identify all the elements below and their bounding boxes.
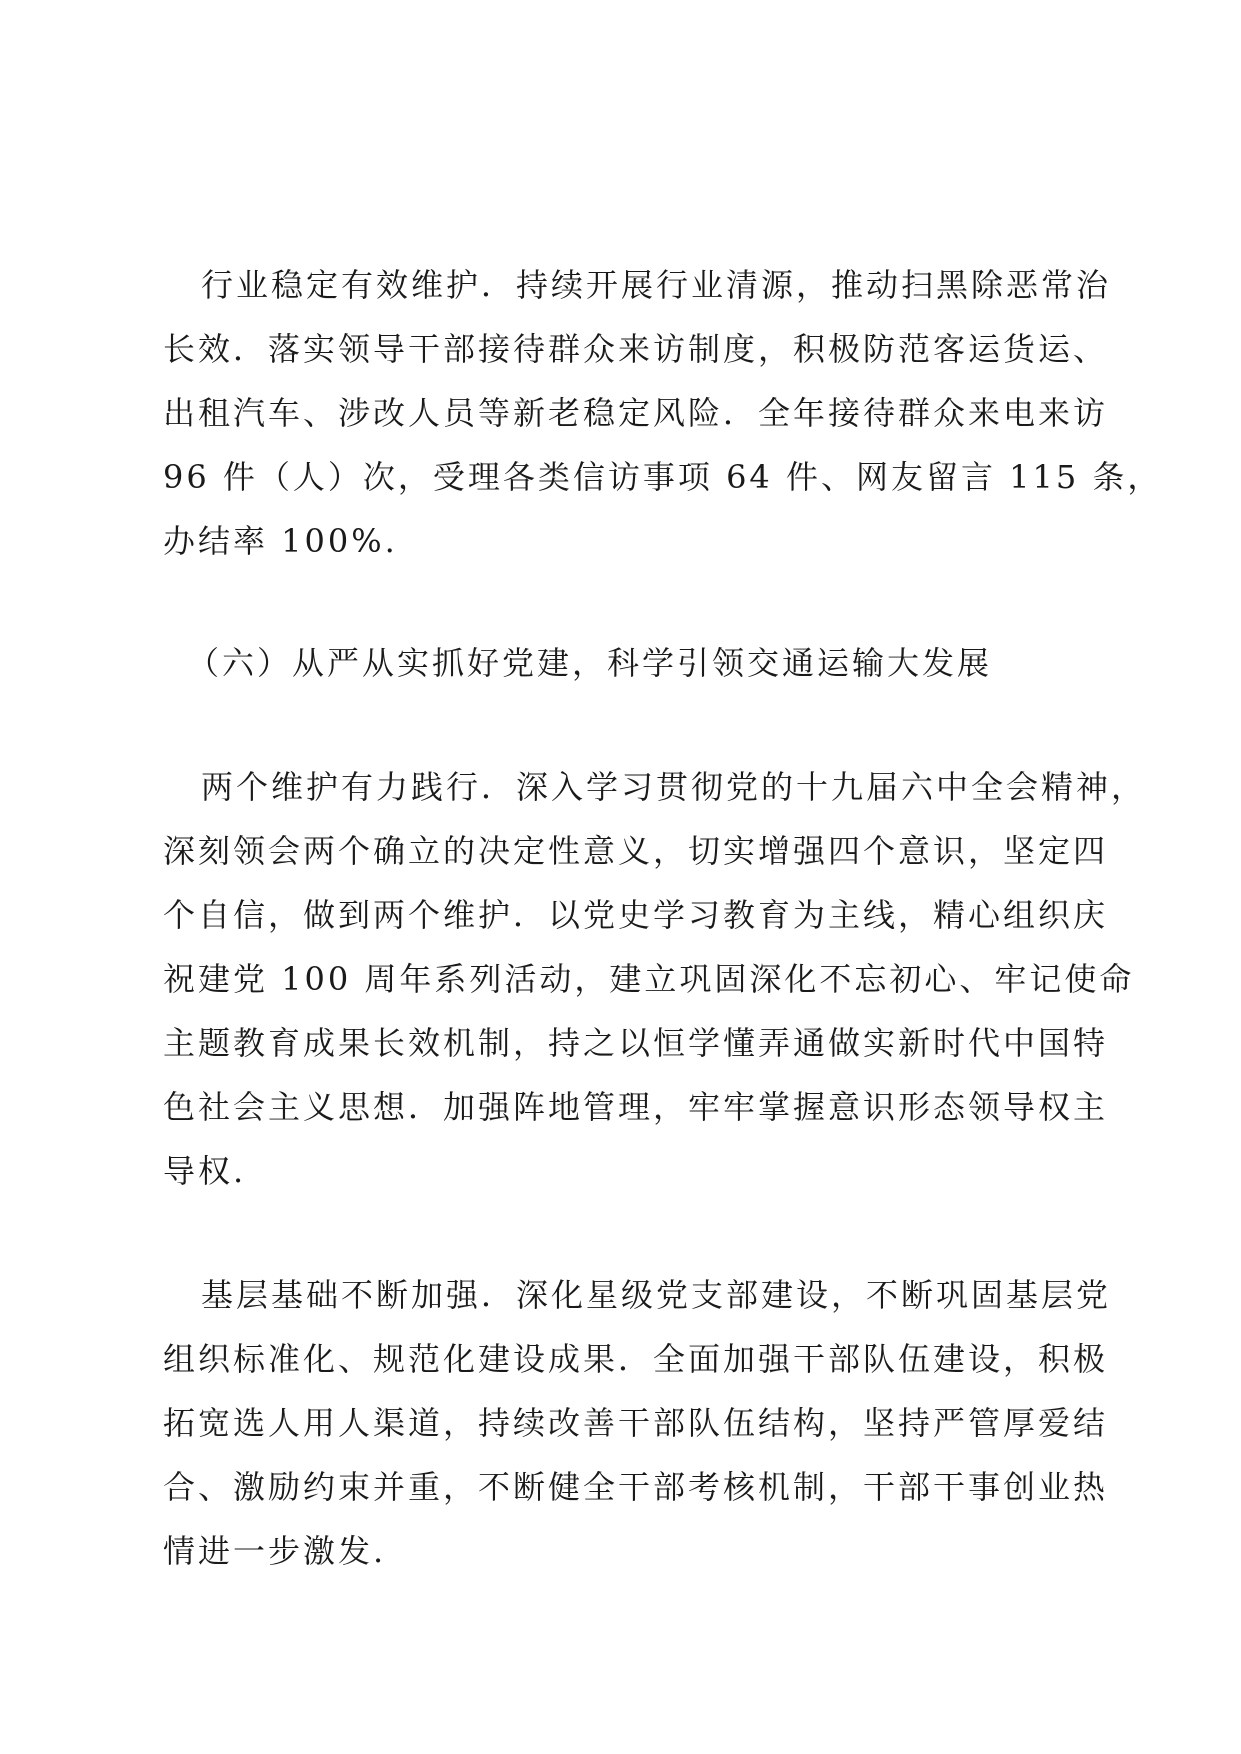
paragraph-line: 拓宽选人用人渠道，持续改善干部队伍结构，坚持严管厚爱结 — [163, 1404, 1109, 1442]
paragraph-line: 导权. — [163, 1152, 247, 1190]
paragraph-line: 组织标准化、规范化建设成果．全面加强干部队伍建设，积极 — [163, 1340, 1109, 1378]
paragraph-industry-stability — [163, 253, 1163, 573]
paragraph-two-safeguards — [163, 755, 1147, 1203]
paragraph-line: 行业稳定有效维护．持续开展行业清源，推动扫黑除恶常治 — [201, 266, 1112, 304]
paragraph-line: 基层基础不断加强．深化星级党支部建设，不断巩固基层党 — [201, 1276, 1112, 1314]
paragraph-spacer — [163, 1203, 1083, 1263]
paragraph-line: 主题教育成果长效机制，持之以恒学懂弄通做实新时代中国特 — [163, 1024, 1109, 1062]
paragraph-line: 96 件（人）次，受理各类信访事项 64 件、网友留言 115 条， — [163, 458, 1163, 496]
paragraph-line: 色社会主义思想．加强阵地管理，牢牢掌握意识形态领导权主 — [163, 1088, 1109, 1126]
paragraph-spacer — [163, 573, 1083, 631]
section-heading-text: （六）从严从实抓好党建，科学引领交通运输大发展 — [187, 644, 993, 682]
paragraph-line: 出租汽车、涉改人员等新老稳定风险．全年接待群众来电来访 — [163, 394, 1109, 432]
paragraph-line: 长效．落实领导干部接待群众来访制度，积极防范客运货运、 — [163, 330, 1109, 368]
paragraph-line: 祝建党 100 周年系列活动，建立巩固深化不忘初心、牢记使命 — [163, 960, 1135, 998]
paragraph-line: 合、激励约束并重，不断健全干部考核机制，干部干事创业热 — [163, 1468, 1109, 1506]
paragraph-spacer — [163, 695, 1083, 755]
paragraph-grassroots-foundation — [163, 1263, 1112, 1583]
paragraph-line: 个自信，做到两个维护．以党史学习教育为主线，精心组织庆 — [163, 896, 1109, 934]
paragraph-line: 深刻领会两个确立的决定性意义，切实增强四个意识，坚定四 — [163, 832, 1109, 870]
paragraph-line: 办结率 100%. — [163, 522, 398, 560]
section-heading — [163, 631, 1083, 695]
document-body — [163, 253, 1163, 1583]
paragraph-line: 情进一步激发. — [163, 1532, 387, 1570]
paragraph-line: 两个维护有力践行．深入学习贯彻党的十九届六中全会精神， — [201, 768, 1147, 806]
